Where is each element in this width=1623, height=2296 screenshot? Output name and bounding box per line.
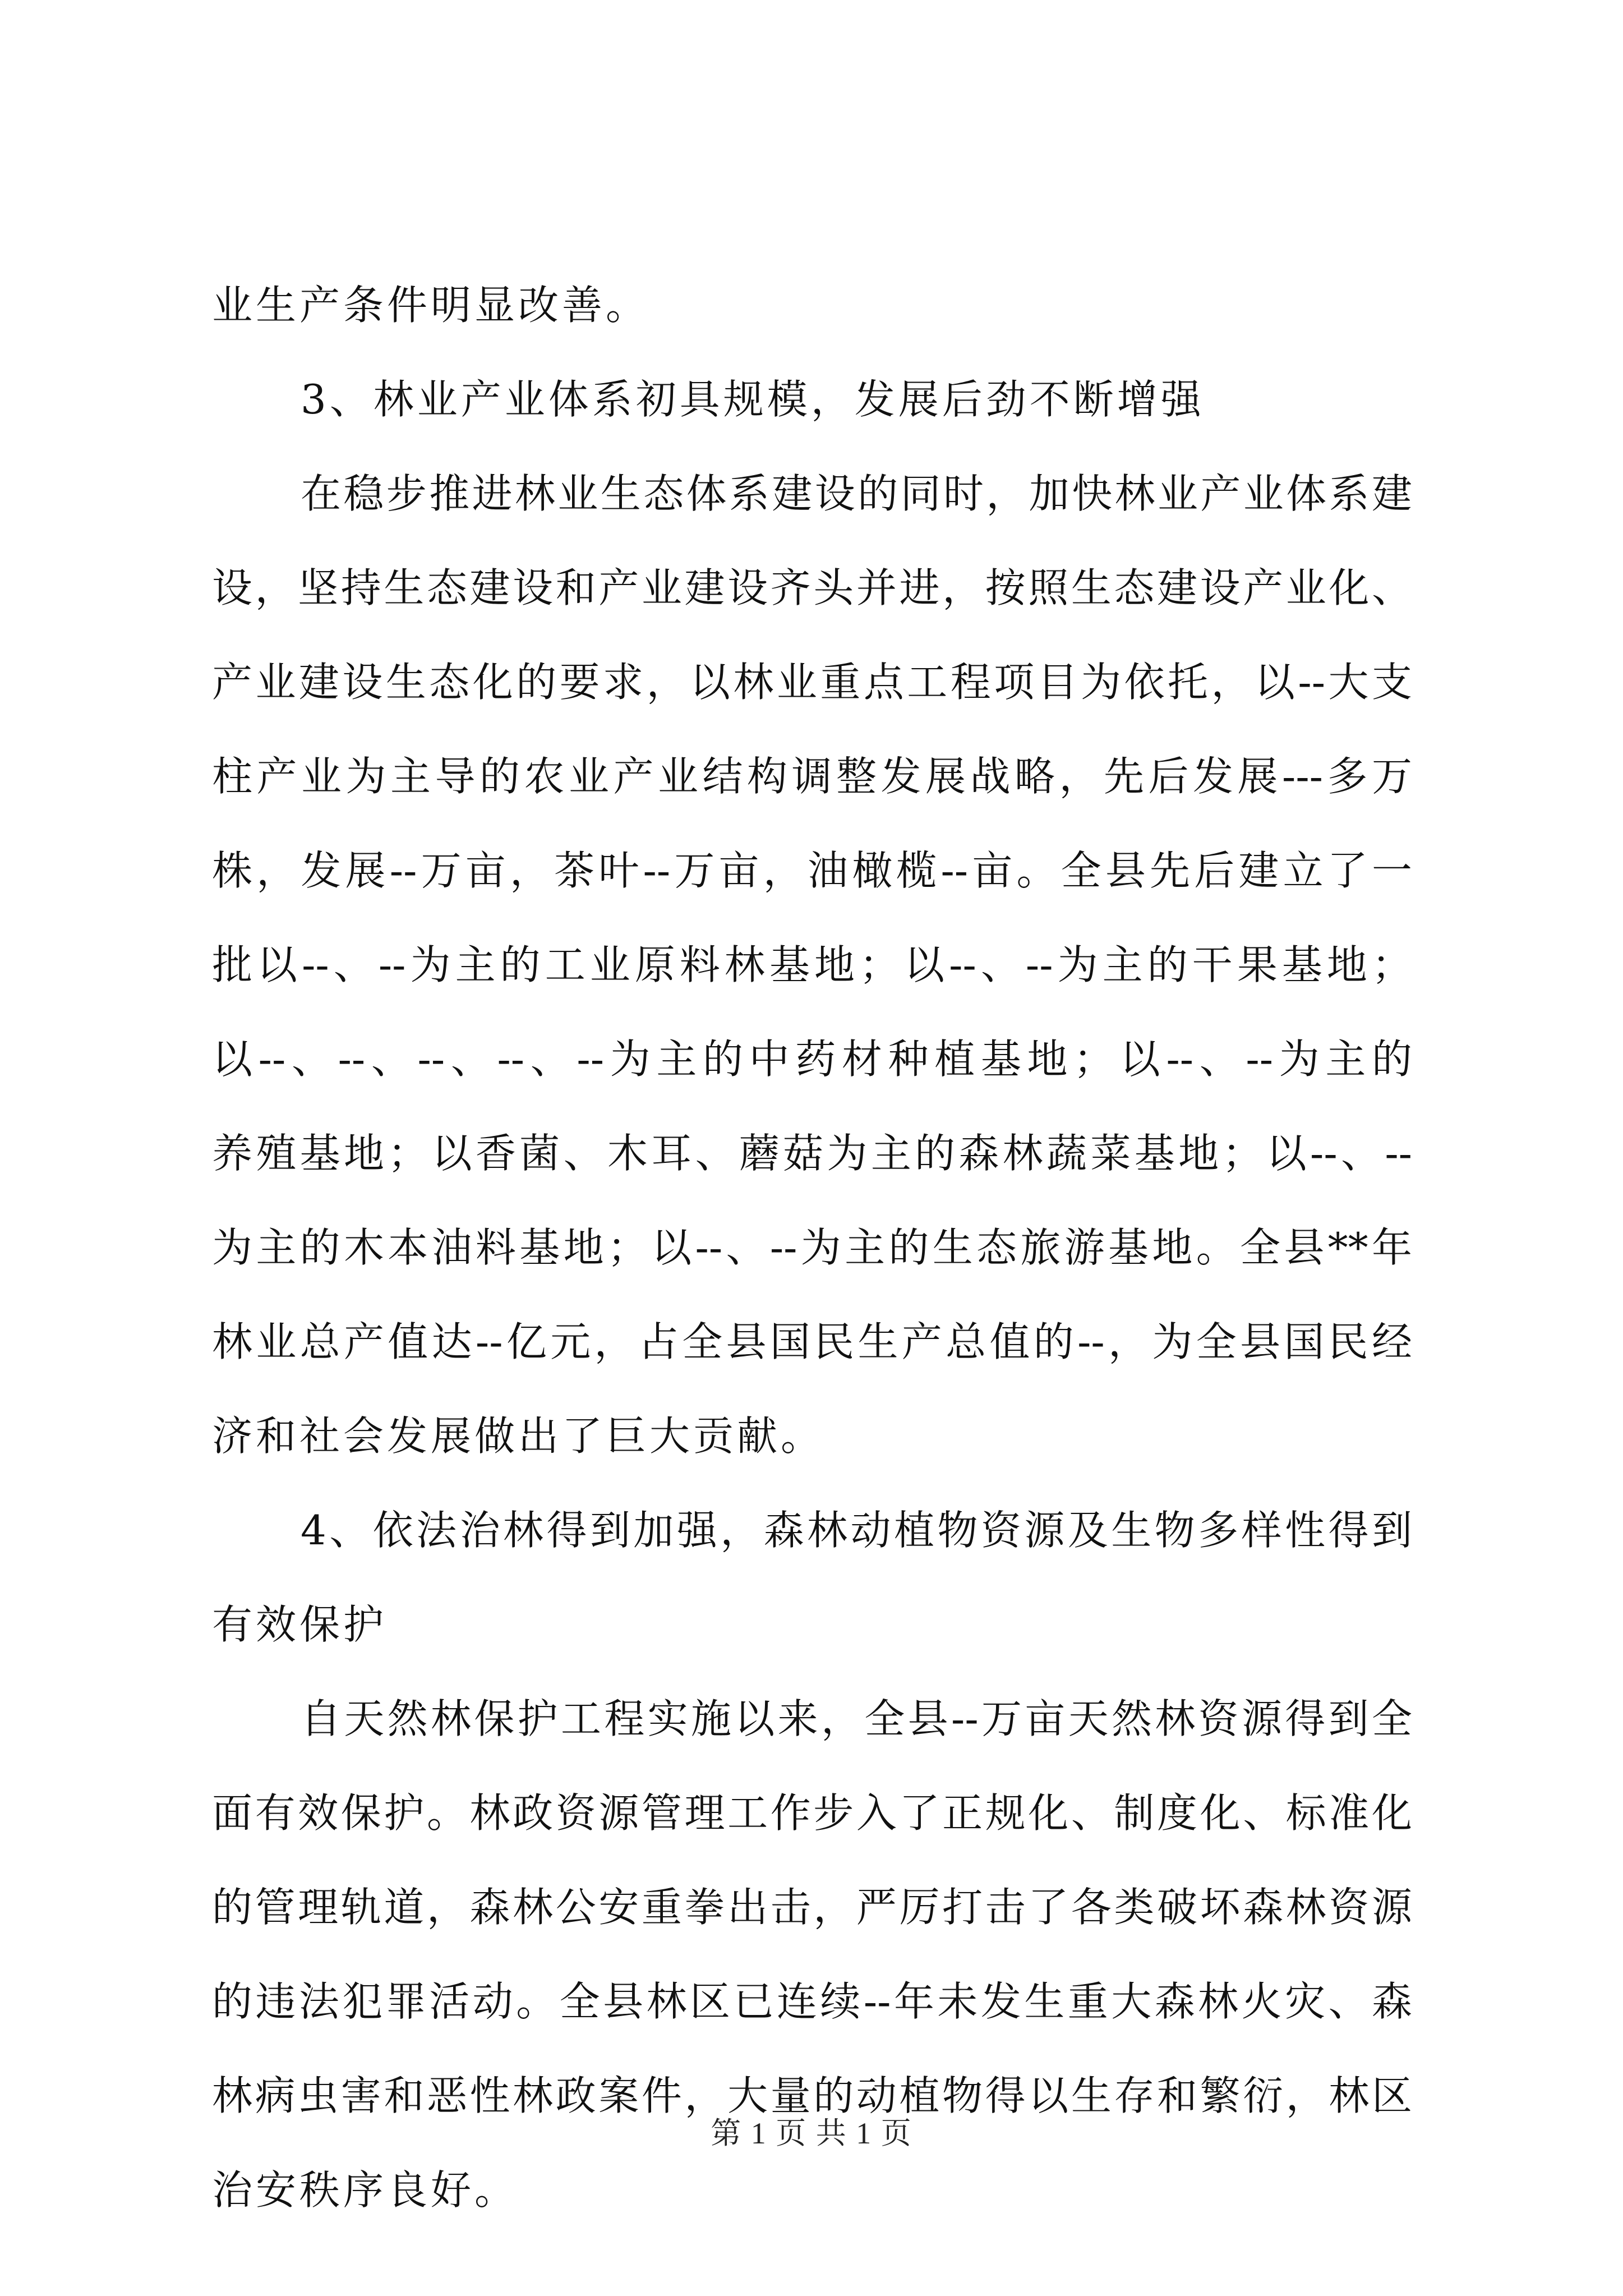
text-line: 业生产条件明显改善。 — [212, 282, 650, 329]
text-line: 批以--、--为主的工业原料林基地；以--、--为主的干果基地； — [212, 941, 1412, 988]
text-line: 在稳步推进林业生态体系建设的同时，加快林业产业体系建 — [301, 470, 1412, 517]
text-line: 产业建设生态化的要求，以林业重点工程项目为依托，以--大支 — [212, 659, 1412, 706]
text-line: 林病虫害和恶性林政案件，大量的动植物得以生存和繁衍，林区 — [212, 2072, 1412, 2119]
text-line: 为主的木本油料基地；以--、--为主的生态旅游基地。全县**年 — [212, 1224, 1412, 1271]
section-heading-3: 3、林业产业体系初具规模，发展后劲不断增强 — [301, 376, 1205, 423]
text-line: 治安秩序良好。 — [212, 2166, 519, 2214]
text-line: 自天然林保护工程实施以来，全县--万亩天然林资源得到全 — [301, 1695, 1412, 1742]
text-line: 养殖基地；以香菌、木耳、蘑菇为主的森林蔬菜基地；以--、-- — [212, 1130, 1412, 1177]
text-line: 济和社会发展做出了巨大贡献。 — [212, 1412, 825, 1460]
text-line: 的管理轨道，森林公安重拳出击，严厉打击了各类破坏森林资源 — [212, 1884, 1412, 1931]
section-heading-4: 4、依法治林得到加强，森林动植物资源及生物多样性得到 — [301, 1507, 1412, 1554]
text-line: 面有效保护。林政资源管理工作步入了正规化、制度化、标准化 — [212, 1789, 1412, 1837]
text-line: 柱产业为主导的农业产业结构调整发展战略，先后发展---多万 — [212, 753, 1412, 800]
text-line: 的违法犯罪活动。全县林区已连续--年未发生重大森林火灾、森 — [212, 1978, 1412, 2025]
text-line: 设，坚持生态建设和产业建设齐头并进，按照生态建设产业化、 — [212, 564, 1412, 611]
section-heading-4-cont: 有效保护 — [212, 1601, 388, 1648]
text-line: 林业总产值达--亿元，占全县国民生产总值的--，为全县国民经 — [212, 1318, 1412, 1365]
body-text — [212, 258, 1412, 2237]
text-line: 以--、--、--、--、--为主的中药材种植基地；以--、--为主的 — [212, 1036, 1412, 1083]
text-line: 株，发展--万亩，茶叶--万亩，油橄榄--亩。全县先后建立了一 — [212, 847, 1412, 894]
page-number-footer: 第 1 页 共 1 页 — [711, 2116, 912, 2150]
